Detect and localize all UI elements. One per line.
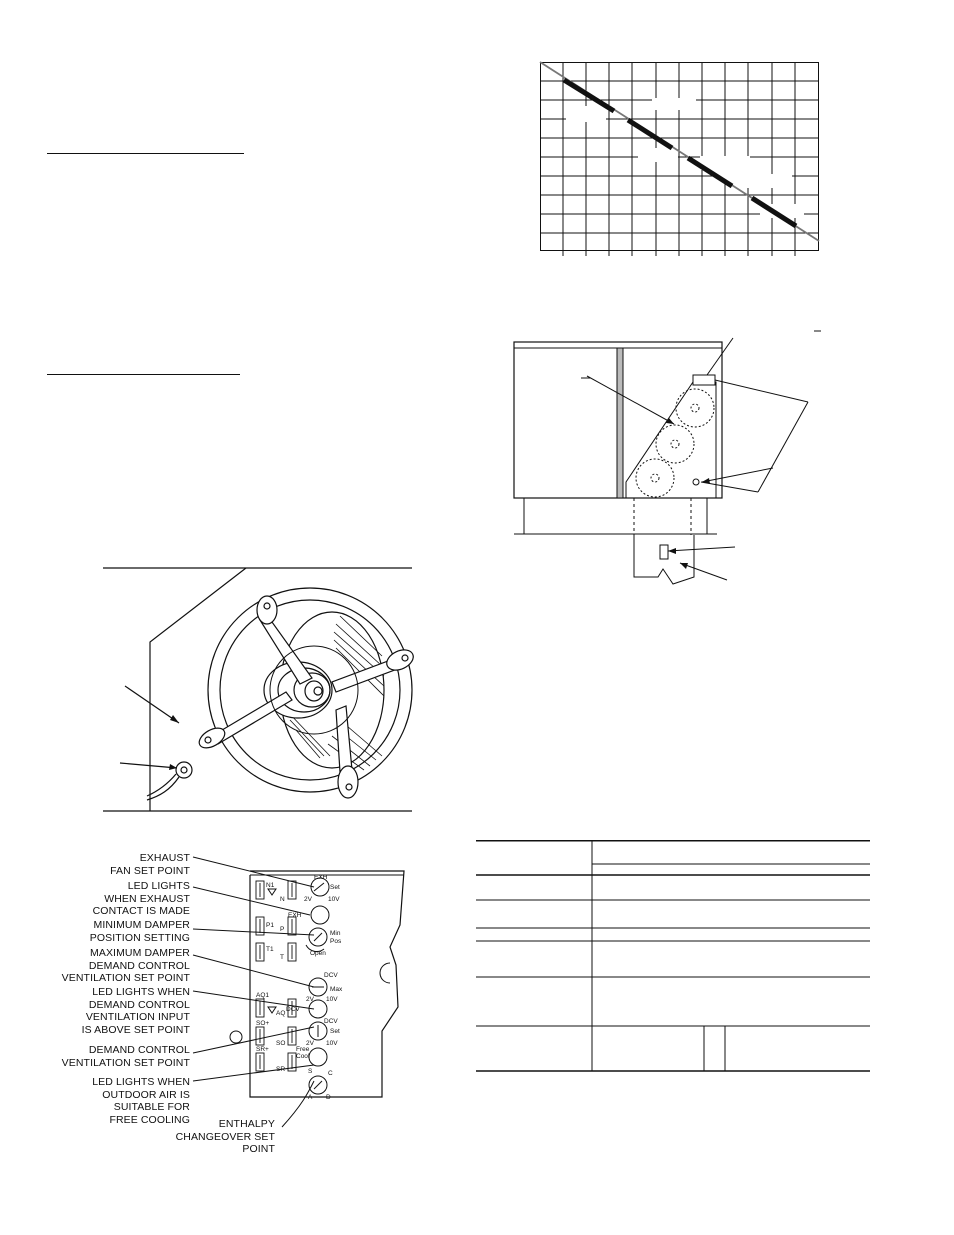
svg-text:10V: 10V	[326, 996, 338, 1003]
svg-text:N1: N1	[266, 882, 275, 889]
svg-text:SR+: SR+	[256, 1046, 269, 1053]
svg-text:10V: 10V	[328, 896, 340, 903]
svg-text:EXH: EXH	[314, 874, 328, 881]
unit-side-view-diagram	[505, 320, 845, 600]
svg-text:SO: SO	[276, 1040, 286, 1047]
svg-text:AQ: AQ	[276, 1010, 286, 1017]
svg-text:Cool: Cool	[296, 1053, 310, 1060]
callout-led-dcv-above: LED LIGHTS WHEN DEMAND CONTROL VENTILATION INPUT IS ABOVE SET POINT	[81, 986, 190, 1036]
svg-text:S: S	[308, 1068, 313, 1075]
section-heading-rule-2	[47, 374, 240, 375]
svg-text:T: T	[280, 954, 284, 961]
callout-led-exhaust-contact: LED LIGHTS WHEN EXHAUST CONTACT IS MADE	[92, 880, 190, 917]
svg-text:Set: Set	[330, 1028, 340, 1035]
svg-text:10V: 10V	[326, 1040, 338, 1047]
svg-text:P: P	[280, 926, 285, 933]
sensor-box	[693, 375, 715, 385]
board-mount-hole	[230, 1031, 242, 1043]
svg-text:Free: Free	[296, 1046, 310, 1053]
svg-text:T1: T1	[266, 946, 274, 953]
svg-text:DCV: DCV	[286, 1006, 300, 1013]
callout-led-free-cooling: LED LIGHTS WHEN OUTDOOR AIR IS SUITABLE FOR FREE COOLING	[92, 1076, 190, 1126]
svg-text:Set: Set	[330, 884, 340, 891]
svg-text:2V: 2V	[306, 1040, 314, 1047]
settings-table	[476, 840, 870, 1072]
callout-enthalpy-changeover: ENTHALPY CHANGEOVER SET POINT	[175, 1118, 275, 1155]
free-cool-led	[309, 1048, 327, 1066]
ground-lug	[176, 762, 192, 778]
svg-text:D: D	[326, 1094, 331, 1101]
svg-text:DCV: DCV	[324, 1018, 338, 1025]
wheel-2	[656, 425, 694, 463]
svg-text:Open: Open	[310, 950, 326, 957]
svg-text:Max: Max	[330, 986, 343, 993]
svg-text:SR: SR	[276, 1066, 286, 1073]
svg-text:Pos: Pos	[330, 938, 342, 945]
svg-text:2V: 2V	[306, 996, 314, 1003]
exhaust-fan-diagram	[100, 560, 420, 816]
svg-text:Min: Min	[330, 930, 341, 937]
filter-panel	[617, 348, 623, 498]
callout-minimum-damper: MINIMUM DAMPER POSITION SETTING	[89, 919, 190, 944]
svg-text:EXH: EXH	[288, 912, 302, 919]
svg-text:P1: P1	[266, 922, 274, 929]
duct-sensor	[660, 545, 668, 559]
svg-text:SO+: SO+	[256, 1020, 270, 1027]
exhaust-led	[311, 906, 329, 924]
wheel-1	[676, 389, 714, 427]
svg-text:A: A	[308, 1094, 313, 1101]
sensor-hole	[693, 479, 699, 485]
svg-text:N: N	[280, 896, 285, 903]
damper-curve-chart	[540, 62, 820, 252]
section-heading-rule-1	[47, 153, 244, 154]
callout-exhaust-fan-set-point: EXHAUST FAN SET POINT	[110, 852, 190, 877]
callout-dcv-set-point: DEMAND CONTROL VENTILATION SET POINT	[61, 1044, 190, 1069]
svg-text:AQ1: AQ1	[256, 992, 270, 999]
wheel-3	[636, 459, 674, 497]
svg-text:2V: 2V	[304, 896, 312, 903]
curve-segment-2	[628, 120, 672, 148]
economizer-controller-diagram	[190, 845, 420, 1105]
callout-max-damper-dcv: MAXIMUM DAMPER DEMAND CONTROL VENTILATION SET POINT	[61, 947, 190, 984]
svg-text:C: C	[328, 1070, 333, 1077]
svg-text:DCV: DCV	[324, 972, 338, 979]
